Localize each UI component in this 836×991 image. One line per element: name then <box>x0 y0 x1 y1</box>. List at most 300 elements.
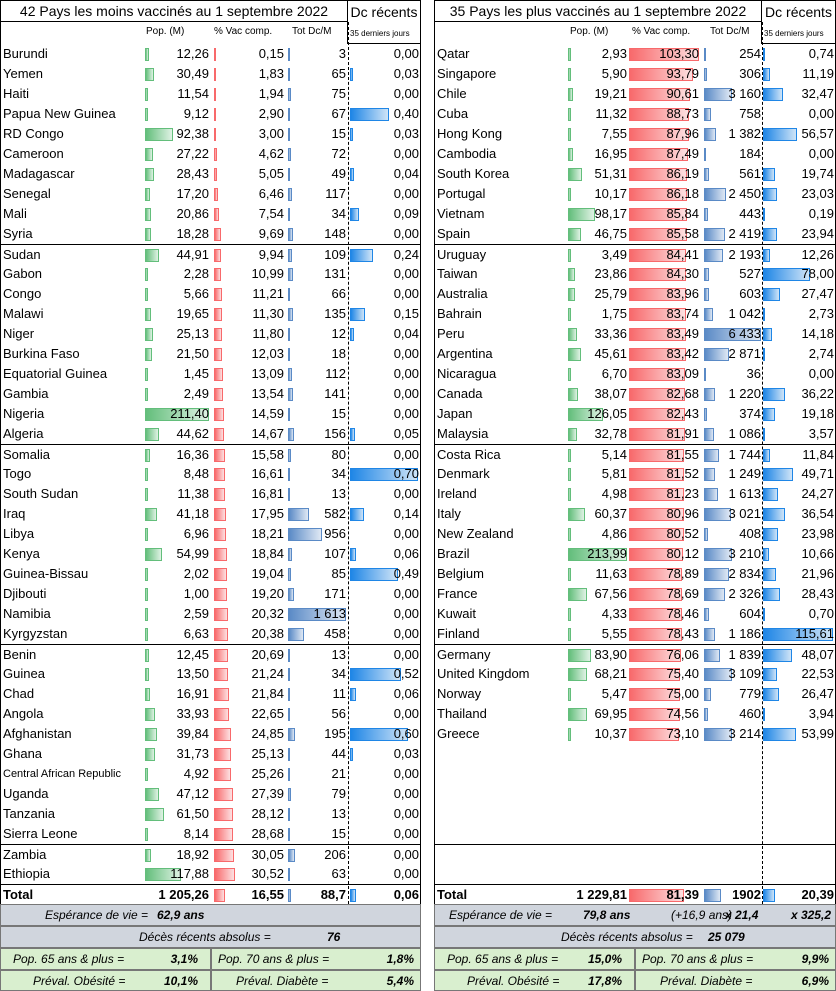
col-pop: Pop. (M) <box>146 26 185 37</box>
life-extra: (+16,9 ans) <box>671 908 733 922</box>
deaths-value: 1 086 <box>728 426 761 441</box>
country-name: Kuwait <box>437 606 477 621</box>
pop-value: 117,88 <box>170 866 209 881</box>
country-name: Haiti <box>3 86 30 101</box>
pop-value: 2,28 <box>183 266 209 281</box>
table-row <box>434 304 836 324</box>
pop65-label: Pop. 65 ans & plus = <box>13 952 125 966</box>
pop-value: 5,55 <box>601 626 627 641</box>
deaths-value: 1 382 <box>728 126 761 141</box>
recent-value: 10,66 <box>801 546 834 561</box>
deaths-value: 13 <box>331 486 346 501</box>
country-name: Qatar <box>437 46 470 61</box>
vac-value: 18,84 <box>251 546 284 561</box>
country-name: Costa Rica <box>437 447 501 462</box>
country-name: Kyrgyzstan <box>3 626 68 641</box>
table-row <box>0 784 421 804</box>
pop-value: 9,12 <box>183 106 209 121</box>
vac-value: 84,30 <box>666 266 699 281</box>
recent-value: 0,03 <box>393 66 419 81</box>
recent-value: 36,22 <box>801 386 834 401</box>
country-name: United Kingdom <box>437 666 530 681</box>
vac-value: 25,13 <box>251 746 284 761</box>
deaths-value: 44 <box>331 746 346 761</box>
recent-value: 2,73 <box>808 306 834 321</box>
table-row <box>434 544 836 564</box>
recent-value: 0,00 <box>393 186 419 201</box>
pop-value: 47,12 <box>176 786 209 801</box>
country-name: Portugal <box>437 186 486 201</box>
vac-value: 15,58 <box>251 447 284 462</box>
vac-value: 83,49 <box>666 326 699 341</box>
pop-value: 17,20 <box>176 186 209 201</box>
pop70-label: Pop. 70 ans & plus = <box>218 952 330 966</box>
recent-value: 28,43 <box>801 586 834 601</box>
pop-value: 6,63 <box>183 626 209 641</box>
deaths-value: 85 <box>331 566 346 581</box>
col-tot: Tot Dc/M <box>710 26 750 37</box>
vac-value: 87,49 <box>666 146 699 161</box>
table-row <box>0 744 421 764</box>
table-row <box>0 444 421 464</box>
col-vac: % Vac comp. <box>214 26 273 37</box>
deaths-value: 135 <box>324 306 346 321</box>
vac-value: 6,46 <box>258 186 284 201</box>
recent-value: 0,04 <box>393 166 419 181</box>
country-name: South Sudan <box>3 486 79 501</box>
recent-value: 0,00 <box>393 146 419 161</box>
pop-value: 5,90 <box>601 66 627 81</box>
country-name: Kenya <box>3 546 40 561</box>
country-name: Guinea-Bissau <box>3 566 89 581</box>
country-name: Argentina <box>437 346 493 361</box>
recent-value: 26,47 <box>801 686 834 701</box>
obesity-label: Préval. Obésité = <box>33 973 126 988</box>
country-name: Chile <box>437 86 467 101</box>
pop-value: 60,37 <box>594 506 627 521</box>
recent-value: 0,00 <box>393 486 419 501</box>
vac-value: 82,43 <box>666 406 699 421</box>
country-name: Gambia <box>3 386 49 401</box>
recent-value: 0,74 <box>808 46 834 61</box>
country-name: Greece <box>437 726 480 741</box>
country-name: Sudan <box>3 247 41 262</box>
pop-value: 11,38 <box>177 486 209 501</box>
recent-value: 0,00 <box>393 366 419 381</box>
vac-value: 83,09 <box>666 366 699 381</box>
vac-value: 86,19 <box>666 166 699 181</box>
recent-value: 12,26 <box>801 247 834 262</box>
deaths-value: 561 <box>739 166 761 181</box>
col-recent-header <box>763 22 836 44</box>
vac-value: 78,69 <box>666 586 699 601</box>
country-name: Congo <box>3 286 42 301</box>
vac-value: 81,55 <box>666 447 699 462</box>
left-border <box>0 22 1 904</box>
pop70-value: 1,8% <box>386 952 414 966</box>
deaths-value: 2 871 <box>728 346 761 361</box>
table-row <box>0 764 421 784</box>
recent-value: 11,84 <box>802 447 834 462</box>
vac-value: 13,09 <box>251 366 284 381</box>
table-row <box>434 144 836 164</box>
pop-value: 12,26 <box>176 46 209 61</box>
table-row <box>434 64 836 84</box>
recent-value: 115,61 <box>795 626 834 641</box>
pop-value: 7,55 <box>601 126 627 141</box>
table-row <box>0 544 421 564</box>
table-row <box>434 224 836 244</box>
pop-value: 54,99 <box>176 546 209 561</box>
pop-value: 61,50 <box>176 806 209 821</box>
deaths-value: 112 <box>325 366 346 381</box>
life-expectancy-row <box>0 904 421 926</box>
vac-value: 28,68 <box>251 826 284 841</box>
deaths-value: 107 <box>324 546 346 561</box>
table-row <box>434 124 836 144</box>
table-row <box>434 284 836 304</box>
table-row <box>434 744 836 764</box>
table-row <box>434 204 836 224</box>
pop-value: 83,90 <box>594 647 627 662</box>
table-row <box>0 464 421 484</box>
recent-value: 23,98 <box>801 526 834 541</box>
recent-value: 0,00 <box>393 766 419 781</box>
country-name: Iraq <box>3 506 26 521</box>
recent-value: 48,07 <box>801 647 834 662</box>
country-name: Denmark <box>437 466 490 481</box>
deaths-value: 3 210 <box>728 546 761 561</box>
deaths-value: 36 <box>746 366 761 381</box>
country-name: Tanzania <box>3 806 56 821</box>
vac-value: 81,91 <box>666 426 699 441</box>
recent-value: 0,06 <box>393 686 419 701</box>
country-name: Gabon <box>3 266 43 281</box>
vac-value: 4,62 <box>258 146 284 161</box>
vac-value: 13,54 <box>251 386 284 401</box>
pop-value: 16,91 <box>176 686 209 701</box>
vac-value: 9,94 <box>258 247 284 262</box>
pop-value: 5,14 <box>601 447 627 462</box>
deaths-value: 374 <box>739 406 761 421</box>
deaths-value: 604 <box>739 606 761 621</box>
pop-value: 18,92 <box>176 847 209 862</box>
country-name: Guinea <box>3 666 45 681</box>
deaths-value: 66 <box>331 286 346 301</box>
vac-value: 78,43 <box>666 626 699 641</box>
table-row <box>434 764 836 784</box>
recent-divider <box>762 22 763 904</box>
deaths-value: 67 <box>331 106 346 121</box>
recent-value: 0,00 <box>393 46 419 61</box>
table-row <box>434 44 836 64</box>
deaths-value: 206 <box>324 847 346 862</box>
table-row <box>0 604 421 624</box>
pop-value: 10,17 <box>594 186 627 201</box>
table-row <box>0 584 421 604</box>
recent-value: 0,60 <box>393 726 419 741</box>
life-value: 79,8 ans <box>583 908 631 922</box>
pop-value: 13,50 <box>176 666 209 681</box>
vac-value: 16,81 <box>251 486 284 501</box>
vac-value: 30,05 <box>251 847 284 862</box>
table-row <box>434 504 836 524</box>
recent-value: 0,00 <box>393 406 419 421</box>
diabetes-value: 6,9% <box>801 973 829 988</box>
pop70-cell <box>211 948 421 970</box>
table-row <box>0 484 421 504</box>
absolute-deaths-row <box>434 926 836 948</box>
table-row <box>0 864 421 884</box>
pop-value: 38,07 <box>594 386 627 401</box>
recent-value: 0,00 <box>393 626 419 641</box>
vac-value: 10,99 <box>251 266 284 281</box>
pop-value: 4,86 <box>601 526 627 541</box>
deaths-value: 34 <box>331 206 346 221</box>
pop-value: 20,86 <box>176 206 209 221</box>
deaths-value: 3 <box>338 46 346 61</box>
country-name: Spain <box>437 226 471 241</box>
recent-value: 56,57 <box>801 126 834 141</box>
pop-value: 46,75 <box>594 226 627 241</box>
total-label: Total <box>437 887 468 902</box>
deaths-value: 1 744 <box>728 447 761 462</box>
vac-value: 73,10 <box>666 726 699 741</box>
vac-value: 81,52 <box>666 466 699 481</box>
table-row <box>0 204 421 224</box>
country-name: Mali <box>3 206 27 221</box>
vac-value: 83,74 <box>666 306 699 321</box>
vac-value: 19,20 <box>251 586 284 601</box>
recent-value: 2,74 <box>808 346 834 361</box>
deaths-value: 582 <box>324 506 346 521</box>
deaths-value: 109 <box>324 247 346 262</box>
pop-value: 11,32 <box>595 106 627 121</box>
recent-value: 0,40 <box>393 106 419 121</box>
life-expectancy-row <box>434 904 836 926</box>
deaths-value: 80 <box>331 447 346 462</box>
total-label: Total <box>3 887 34 902</box>
recent-value: 0,00 <box>393 706 419 721</box>
country-name: Italy <box>437 506 461 521</box>
country-name: Norway <box>437 686 482 701</box>
deaths-value: 21 <box>331 766 346 781</box>
table-row <box>0 624 421 644</box>
abs-label: Décès récents absolus = <box>561 930 693 944</box>
pop-value: 21,50 <box>176 346 209 361</box>
recent-value: 0,09 <box>393 206 419 221</box>
country-name: Uruguay <box>437 247 487 262</box>
country-name: Canada <box>437 386 483 401</box>
table-row <box>434 404 836 424</box>
country-name: Equatorial Guinea <box>3 366 108 381</box>
deaths-value: 2 193 <box>728 247 761 262</box>
deaths-value: 12 <box>331 326 346 341</box>
table-row <box>0 244 421 264</box>
country-name: Singapore <box>437 66 497 81</box>
pop-value: 69,95 <box>594 706 627 721</box>
table-row <box>0 804 421 824</box>
pop65-cell <box>434 948 635 970</box>
table-row <box>0 384 421 404</box>
table-row <box>434 524 836 544</box>
deaths-value: 2 450 <box>728 186 761 201</box>
country-name: Cuba <box>437 106 469 121</box>
pop-value: 16,36 <box>176 447 209 462</box>
pop-value: 3,49 <box>601 247 627 262</box>
recent-value: 0,70 <box>393 466 419 481</box>
deaths-value: 184 <box>739 146 761 161</box>
country-name: Ireland <box>437 486 477 501</box>
recent-value: 23,94 <box>801 226 834 241</box>
table-row <box>0 564 421 584</box>
vac-value: 21,84 <box>251 686 284 701</box>
vac-value: 1,83 <box>258 66 284 81</box>
deaths-value: 195 <box>324 726 346 741</box>
pop-value: 4,98 <box>601 486 627 501</box>
country-name: Thailand <box>437 706 487 721</box>
pop-value: 19,65 <box>176 306 209 321</box>
pop65-value: 15,0% <box>587 952 622 966</box>
diabetes-cell <box>635 970 836 991</box>
pop-value: 6,96 <box>183 526 209 541</box>
deaths-value: 1 249 <box>728 466 761 481</box>
country-name: Namibia <box>3 606 51 621</box>
pop65-value: 3,1% <box>170 952 198 966</box>
recent-value: 0,70 <box>808 606 834 621</box>
pop-value: 1,00 <box>183 586 209 601</box>
recent-value: 0,19 <box>808 206 834 221</box>
deaths-value: 408 <box>739 526 761 541</box>
deaths-value: 15 <box>331 406 346 421</box>
obesity-label: Préval. Obésité = <box>467 973 560 988</box>
recent-value: 19,74 <box>801 166 834 181</box>
table-row <box>0 104 421 124</box>
country-name: RD Congo <box>3 126 64 141</box>
vac-value: 84,41 <box>666 247 699 262</box>
table-row <box>0 524 421 544</box>
deaths-value: 1 613 <box>313 606 346 621</box>
country-name: Chad <box>3 686 35 701</box>
recent-value: 11,19 <box>802 66 834 81</box>
deaths-value: 1 839 <box>728 647 761 662</box>
ratio-total: x 21,4 <box>725 908 759 922</box>
vac-value: 14,67 <box>251 426 284 441</box>
pop-value: 28,43 <box>176 166 209 181</box>
recent-value: 0,00 <box>393 526 419 541</box>
vac-value: 85,84 <box>666 206 699 221</box>
country-name: Cambodia <box>437 146 497 161</box>
col-recent-header <box>349 22 421 44</box>
vac-value: 3,00 <box>258 126 284 141</box>
vac-value: 19,04 <box>251 566 284 581</box>
table-row <box>434 804 836 824</box>
recent-value: 0,00 <box>393 386 419 401</box>
col-tot: Tot Dc/M <box>292 26 332 37</box>
life-value: 62,9 ans <box>157 908 205 922</box>
pop-value: 25,79 <box>594 286 627 301</box>
pop-value: 98,17 <box>594 206 627 221</box>
recent-value: 0,00 <box>808 106 834 121</box>
vac-value: 80,96 <box>666 506 699 521</box>
pop-value: 126,05 <box>587 406 627 421</box>
country-name: Vietnam <box>437 206 485 221</box>
deaths-value: 527 <box>739 266 761 281</box>
vac-value: 90,61 <box>666 86 699 101</box>
pop-value: 25,13 <box>176 326 209 341</box>
table-row <box>0 504 421 524</box>
vac-value: 20,69 <box>251 647 284 662</box>
table-row <box>434 344 836 364</box>
recent-value: 0,00 <box>393 847 419 862</box>
vac-value: 22,65 <box>251 706 284 721</box>
table-row <box>434 424 836 444</box>
col-recent: 35 derniers jours <box>350 29 410 38</box>
recent-value: 27,47 <box>801 286 834 301</box>
obesity-cell <box>434 970 635 991</box>
pop-value: 1,45 <box>183 366 209 381</box>
recent-value: 0,03 <box>393 746 419 761</box>
vac-value: 18,21 <box>251 526 284 541</box>
table-row <box>434 604 836 624</box>
country-name: Germany <box>437 647 491 662</box>
deaths-value: 56 <box>331 706 346 721</box>
deaths-value: 3 021 <box>728 506 761 521</box>
pop-value: 45,61 <box>594 346 627 361</box>
vac-value: 83,96 <box>666 286 699 301</box>
table-title <box>0 0 348 22</box>
table-row <box>434 644 836 664</box>
table-row <box>434 564 836 584</box>
pop-value: 1,75 <box>601 306 627 321</box>
country-name: Bahrain <box>437 306 482 321</box>
recent-value: 0,00 <box>393 346 419 361</box>
vac-value: 25,26 <box>251 766 284 781</box>
country-name: Syria <box>3 226 33 241</box>
vac-value: 16,61 <box>251 466 284 481</box>
deaths-value: 460 <box>739 706 761 721</box>
table-row <box>0 44 421 64</box>
recent-value: 3,57 <box>808 426 834 441</box>
country-name: Somalia <box>3 447 50 462</box>
table-row <box>434 584 836 604</box>
pop-value: 4,92 <box>183 766 209 781</box>
most-vaccinated-table <box>434 0 836 991</box>
obesity-value: 17,8% <box>587 973 622 988</box>
deaths-value: 779 <box>739 686 761 701</box>
absolute-deaths-row <box>0 926 421 948</box>
diabetes-cell <box>211 970 421 991</box>
abs-value: 25 079 <box>708 930 745 944</box>
life-label: Espérance de vie = <box>45 908 149 922</box>
vac-value: 14,59 <box>251 406 284 421</box>
deaths-value: 1 186 <box>728 626 761 641</box>
pop-value: 11,63 <box>595 566 627 581</box>
recent-value: 0,52 <box>393 666 419 681</box>
obesity-cell <box>0 970 211 991</box>
country-name: Djibouti <box>3 586 47 601</box>
table-row <box>0 844 421 864</box>
country-name: Japan <box>437 406 473 421</box>
deaths-value: 1 220 <box>728 386 761 401</box>
recent-value: 0,04 <box>393 326 419 341</box>
vac-value: 85,58 <box>666 226 699 241</box>
pop-value: 30,49 <box>176 66 209 81</box>
recent-value: 0,00 <box>393 806 419 821</box>
table-row <box>434 384 836 404</box>
country-name: Peru <box>437 326 465 341</box>
total-pop: 1 205,26 <box>158 887 209 902</box>
